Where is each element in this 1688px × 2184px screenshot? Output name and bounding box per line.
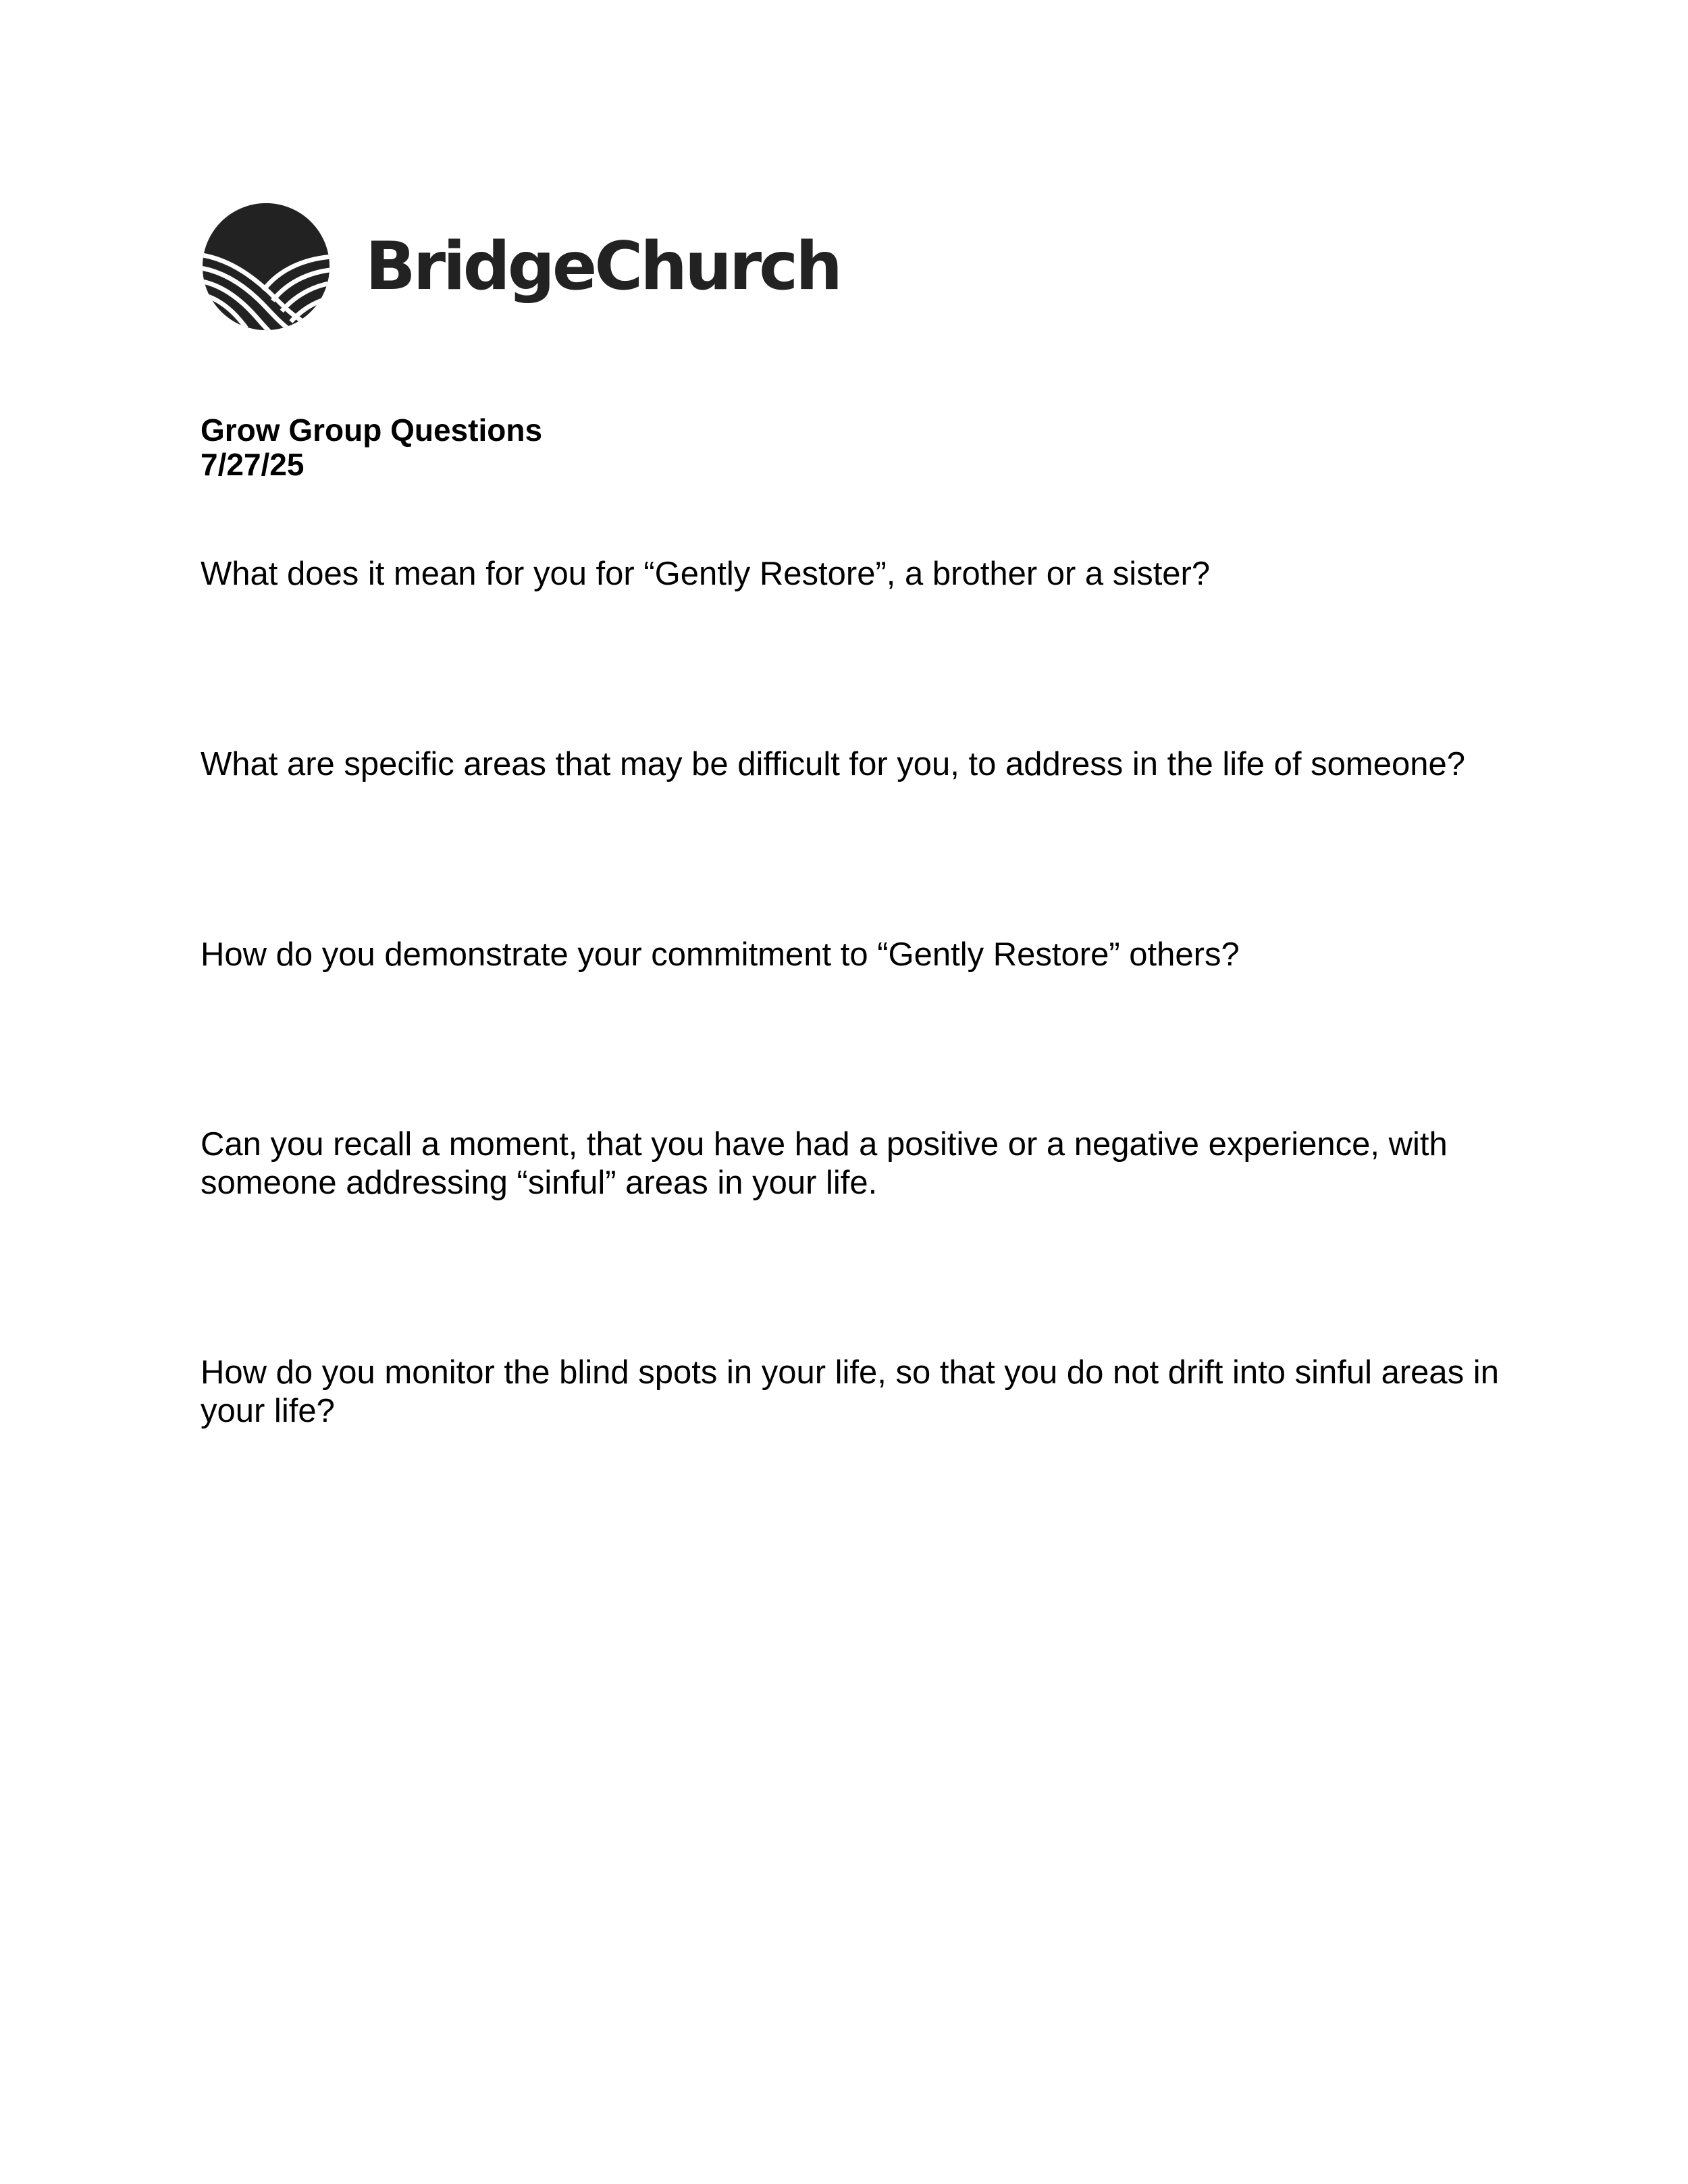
question-4: Can you recall a moment, that you have had a positive or a negative experience, with someone addressing “sinful” areas in your life. [201, 1126, 1448, 1201]
logo-wordmark: BridgeChurch [365, 228, 841, 305]
bridge-church-logo-icon [201, 201, 332, 332]
question-5: How do you monitor the blind spots in your life, so that you do not drift into sinful areas in your life? [201, 1354, 1499, 1429]
document-date: 7/27/25 [201, 447, 305, 482]
page-title: Grow Group Questions [201, 412, 543, 448]
question-1: What does it mean for you for “Gently Restore”, a brother or a sister? [201, 556, 1211, 592]
question-3: How do you demonstrate your commitment to “Gently Restore” others? [201, 936, 1240, 973]
document-heading [201, 413, 542, 482]
question-2: What are specific areas that may be difficult for you, to address in the life of someone? [201, 746, 1465, 782]
church-logo [201, 201, 841, 332]
